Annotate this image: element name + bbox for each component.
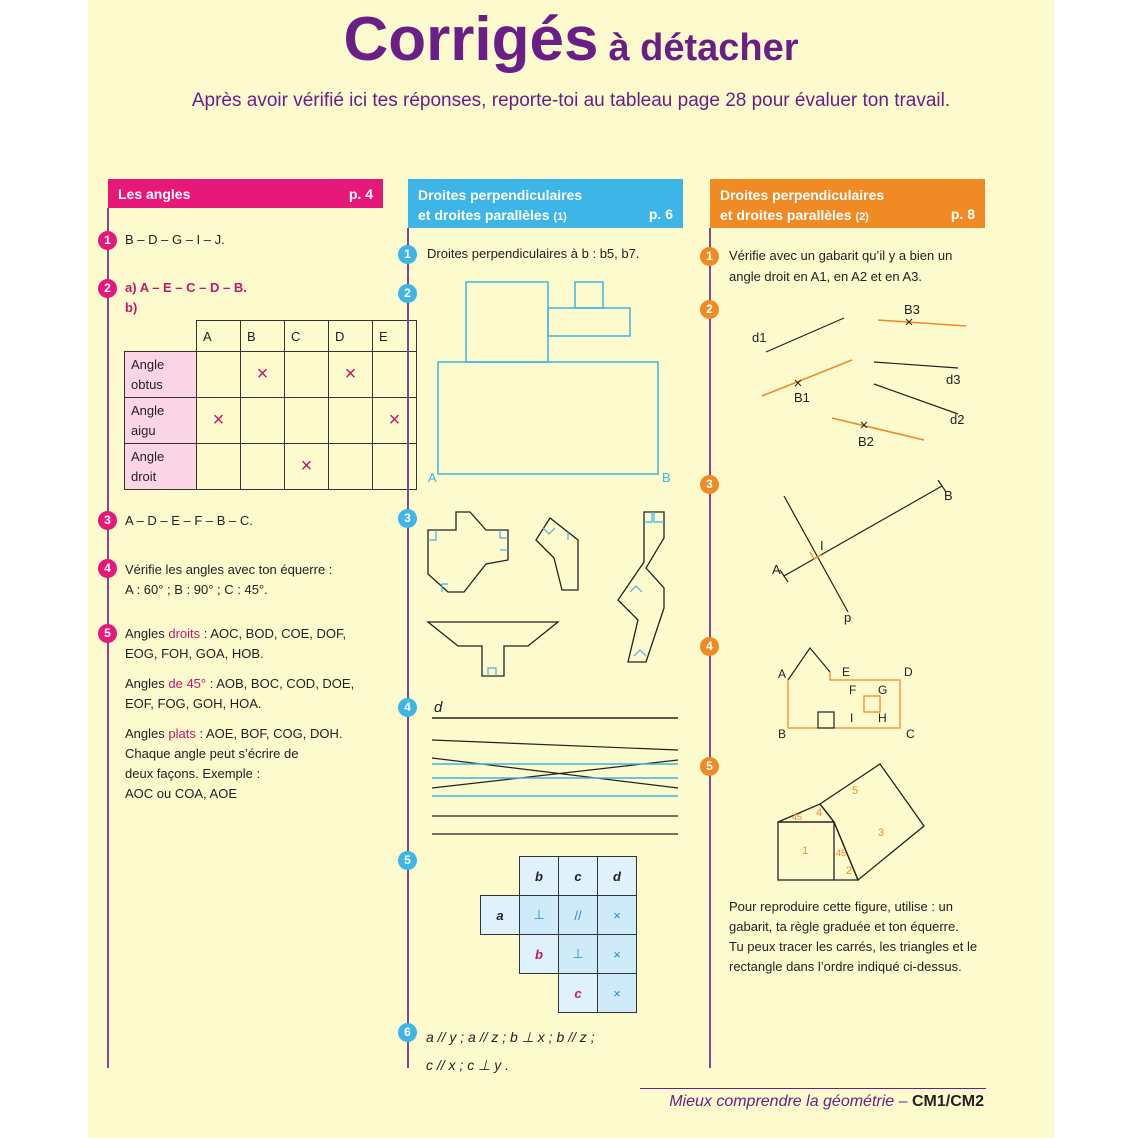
svg-text:I: I [850,711,854,725]
angles-table [124,320,417,490]
col2-num-5: 5 [398,851,417,870]
grid-cell: ⊥ [559,935,598,974]
grid-cell: // [559,896,598,935]
col1-ex5-c: Angles plats : AOE, BOF, COG, DOH. Chaque angle peut s’écrire de deux façons. Exemple : AOC ou COA, AOE [125,726,343,801]
col1-num-1: 1 [98,231,117,250]
label-d: d [434,699,443,716]
col-head-c: C [285,321,329,352]
col1-ex1: B – D – G – I – J. [125,232,225,247]
col1-ex5-b: Angles de 45° : AOB, BOC, COD, DOE, EOF, FOG, GOH, HOA. [125,676,355,711]
table-row [125,398,417,444]
col3-ex5-l3: Tu peux tracer les carrés, les triangles et le [729,939,978,954]
table-row [125,352,417,398]
page-subtitle: Après avoir vérifié ici tes réponses, reporte-toi au tableau page 28 pour évaluer ton travail. [191,90,951,111]
cell [241,398,285,444]
svg-text:45: 45 [792,812,803,822]
svg-text:H: H [878,711,887,725]
grid-cell: × [598,896,637,935]
row-label: Angle droit [125,444,197,490]
col2-num-6: 6 [398,1023,417,1042]
table-row [125,444,417,490]
cell: × [373,398,417,444]
svg-text:5: 5 [852,785,859,797]
label-b1: B1 [794,390,810,405]
col3-header-page: p. 8 [950,206,975,222]
col2-fig3 [408,500,698,690]
label-b: B [944,488,953,503]
grid-row-a: a [481,896,520,935]
col3-num-4: 4 [700,637,719,656]
label-b2: B2 [858,434,874,449]
col3-fig3 [728,476,988,626]
col3-ex5-l4: rectangle dans l’ordre indiqué ci-dessus. [729,959,962,974]
cell: × [285,444,329,490]
svg-text:1: 1 [802,845,809,857]
grid-cell: × [598,935,637,974]
col1-ex4-l2: A : 60° ; B : 90° ; C : 45°. [125,582,268,597]
grid-row-c: c [559,974,598,1013]
col2-fig4 [418,698,688,838]
title-rest: à détacher [608,27,799,69]
col3-ex5-l1: Pour reproduire cette figure, utilise : un [729,899,954,914]
col3-num-2: 2 [700,300,719,319]
col3-num-3: 3 [700,475,719,494]
ex2a-text: a) A – E – C – D – B. [125,280,247,295]
title-main: Corrigés [343,5,599,74]
label-p: p [844,610,852,625]
grid-col-b: b [520,857,559,896]
cell [285,398,329,444]
col2-header-page: p. 6 [648,206,673,222]
row-label: Angle aigu [125,398,197,444]
key-45: de 45° [168,676,207,691]
col1-ex3: A – D – E – F – B – C. [125,513,253,528]
label-d3: d3 [946,372,961,387]
col1-num-5: 5 [98,624,117,643]
svg-text:E: E [842,665,851,679]
svg-text:C: C [906,727,915,741]
col1-ex2a [125,278,247,298]
col3-header-title: Droites perpendiculaires et droites parallèles (2) [720,187,885,223]
cell: × [241,352,285,398]
cell [329,444,373,490]
row-label: Angle obtus [125,352,197,398]
col1-ex2b: b) [125,300,138,315]
cell: × [329,352,373,398]
col1-num-3: 3 [98,511,117,530]
col3-ex1-l2: angle droit en A1, en A2 et en A3. [729,269,922,284]
col1-header-title: Les angles [118,186,191,202]
label-b3: B3 [904,302,920,317]
col2-num-3: 3 [398,509,417,528]
page-title [88,4,1054,75]
col3-num-5: 5 [700,757,719,776]
col2-ex6: a // y ; a // z ; b ⊥ x ; b // z ; c // x ; c ⊥ y . [426,1029,595,1073]
col-head-d: D [329,321,373,352]
col1-header-page: p. 4 [348,186,373,202]
grid-row-b: b [520,935,559,974]
col3-fig4 [728,636,988,746]
col-head-b: B [241,321,285,352]
label-a: A [772,562,781,577]
grid-col-d: d [598,857,637,896]
col-head-e: E [373,321,417,352]
col3-ex5-l2: gabarit, ta règle graduée et ton équerre. [729,919,959,934]
col1-header [108,179,383,208]
col2-num-1: 1 [398,245,417,264]
col2-header-title: Droites perpendiculaires et droites parallèles (1) [418,187,583,223]
col1-ex5-a: Angles droits : AOC, BOD, COE, DOF, EOG, FOH, GOA, HOB. [125,626,347,661]
col2-ex1: Droites perpendiculaires à b : b5, b7. [427,246,640,261]
col3-header [710,179,985,228]
page [88,0,1054,1138]
label-d2: d2 [950,412,965,427]
cell [197,444,241,490]
svg-text:F: F [849,683,857,697]
label-i: I [820,538,824,553]
col2-num-2: 2 [398,284,417,303]
svg-text:G: G [878,683,888,697]
col1-ex4-l1: Vérifie les angles avec ton équerre : [125,562,333,577]
svg-text:B: B [778,727,787,741]
footer: Mieux comprendre la géométrie – CM1/CM2 [669,1093,984,1110]
col1-num-4: 4 [98,559,117,578]
key-plats: plats [168,726,196,741]
svg-text:D: D [904,665,913,679]
col2-header [408,179,683,228]
col-head-a: A [197,321,241,352]
col3-num-1: 1 [700,247,719,266]
perp-parallel-grid [480,856,637,1013]
cell [197,352,241,398]
cell [241,444,285,490]
grid-cell: × [598,974,637,1013]
svg-text:3: 3 [878,827,885,839]
svg-text:45: 45 [836,848,847,858]
cell [285,352,329,398]
svg-text:A: A [778,667,787,681]
col2-num-4: 4 [398,698,417,717]
col3-fig5 [728,756,988,886]
svg-text:2: 2 [846,865,853,877]
label-d1: d1 [752,330,767,345]
footer-rule [640,1088,986,1089]
col3-ex1-l1: Vérifie avec un gabarit qu’il y a bien un [729,248,953,263]
col1-num-2: 2 [98,279,117,298]
grid-col-c: c [559,857,598,896]
label-a: A [428,470,437,485]
col3-fig2 [728,296,988,456]
label-b: B [662,470,671,485]
key-droits: droits [168,626,201,641]
col2-fig2 [408,270,698,490]
grid-cell: ⊥ [520,896,559,935]
svg-text:4: 4 [816,807,823,819]
cell [329,398,373,444]
table-corner [125,321,197,352]
cell: × [197,398,241,444]
